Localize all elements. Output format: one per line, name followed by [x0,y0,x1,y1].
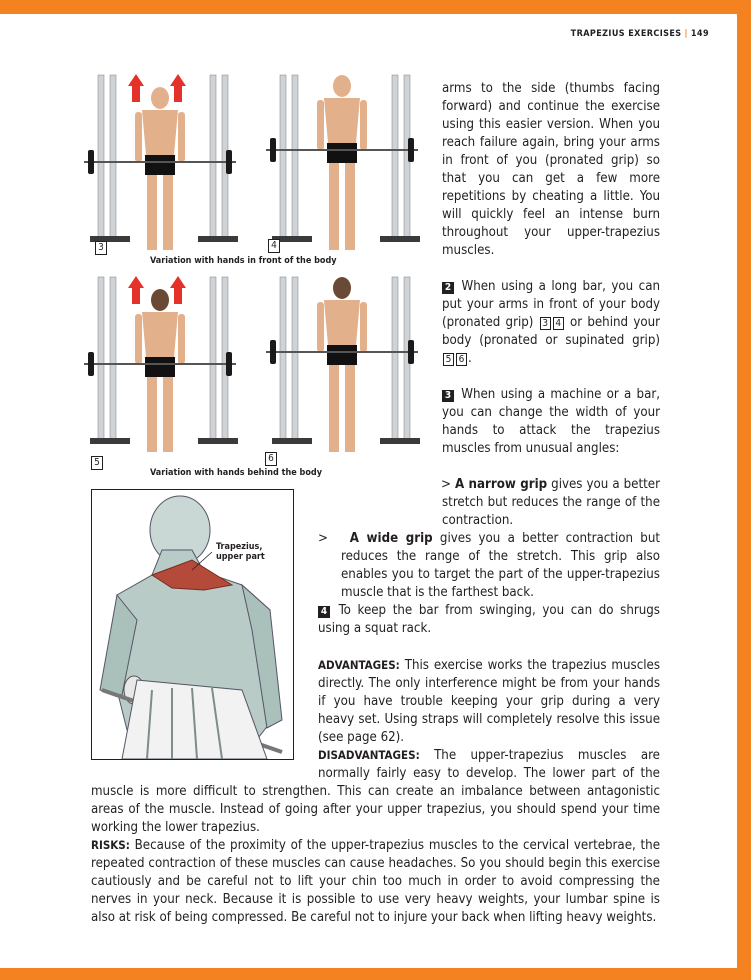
arrow-up-left-icon [128,74,144,102]
athlete-right-arm [178,314,185,364]
bottom-accent-bar [0,968,751,980]
rack-upright [392,75,398,240]
rack-foot [272,438,312,444]
ref-photo-6: 6 [456,353,467,366]
point-2: 2 When using a long bar, you can put your arms in front of your body (pronated grip) 3 4 or behind your body (pronated or supinated grip) 5 6 . [442,279,660,366]
athlete-left-leg [147,377,157,452]
advantages-label: ADVANTAGES: [318,658,400,672]
rack-foot [198,236,238,242]
point-3 [442,386,660,458]
photo-4-front-view [262,70,422,250]
arrow-up-left-icon [128,276,144,304]
advantages-text: This exercise works the trapezius muscles directly. The only interference might be from your hands if you have trouble keeping your grip during a very heavy set. Using straps will completely resolve this issue (see page 62). [318,658,660,745]
risks-label: RISKS: [91,838,130,852]
athlete-left-leg [329,163,339,250]
athlete-head [333,75,351,97]
caption-behind: Variation with hands behind the body [150,468,322,478]
rack-foot [380,236,420,242]
header-separator: | [684,29,688,39]
disadvantages [91,746,660,837]
trapezius-label-line2: upper part [216,552,265,562]
photo-number-6: 6 [265,452,277,466]
athlete-torso [324,300,360,345]
rack-upright [280,277,286,442]
point-4-text: To keep the bar from swinging, you can do shrugs using a squat rack. [318,603,660,636]
rack-upright [98,75,104,240]
athlete-left-arm [317,302,324,352]
athlete-shorts [327,143,357,163]
athlete-head [151,289,169,311]
point-4 [318,602,660,638]
arrow-up-right-icon [170,276,186,304]
bullet-wide-grip-text: gives you a better contraction but reduces the range of the stretch. This grip also enables you to target the part of the upper-trapezius muscle that is the farthest back. [341,531,660,600]
photo-number-4: 4 [268,239,280,253]
point-4-number: 4 [318,606,330,618]
arrow-up-right-icon [170,74,186,102]
barbell-plate [408,340,414,364]
barbell-plate [88,150,94,174]
rack-upright [98,277,104,442]
disadvantages-text: The upper-trapezius muscles are normally fairly easy to develop. The lower part of the muscle is more difficult to strengthen. This can create an imbalance between antagonistic areas of the muscle. Instead of going after your upper trapezius, you should spend your time working the lower trapezius. [91,748,660,835]
athlete-left-arm [135,314,142,364]
point-2-text-2: or behind your body (pronated or supinated grip) [442,315,660,348]
athlete-right-leg [163,175,173,250]
athlete-right-arm [360,302,367,352]
risks-text: Because of the proximity of the upper-trapezius muscles to the cervical vertebrae, the repeated contraction of these muscles can cause headaches. So you should begin this exercise cautiously and be careful not to lift your chin too much in order to avoid compressing the nerves in your neck. Because it is possible to use very heavy weights, your lumbar spine is also at risk of being compressed. Be careful not to injure your back when lifting heavy weights. [91,838,660,925]
athlete-right-arm [360,100,367,150]
athlete-left-arm [317,100,324,150]
athlete-right-arm [178,112,185,162]
disadvantages-label: DISADVANTAGES: [318,748,420,762]
athlete-left-arm [135,112,142,162]
rack-upright [292,277,298,442]
point-2-number: 2 [442,282,454,294]
athlete-torso [142,312,178,357]
advantages [318,656,660,747]
caption-front: Variation with hands in front of the body [150,256,337,266]
barbell-plate [270,340,276,364]
photo-number-3: 3 [95,241,107,255]
ref-photo-3: 3 [540,317,551,330]
trapezius-label-line1: Trapezius, [216,542,263,552]
barbell-plate [226,150,232,174]
rack-upright [210,75,216,240]
rack-foot [380,438,420,444]
bullet-wide-grip-label: A wide grip [349,531,433,546]
rack-upright [110,75,116,240]
right-accent-bar [737,0,751,980]
rack-upright [280,75,286,240]
bullet-narrow-grip-text: gives you a better stretch but reduces the range of the contraction. [442,477,660,528]
barbell-plate [88,352,94,376]
trapezius-anatomy-drawing [92,490,293,759]
bullet-narrow-grip-label: A narrow grip [454,477,548,492]
photo-6-back-view [262,272,422,452]
athlete-right-leg [163,377,173,452]
athlete-head [151,87,169,109]
barbell-plate [408,138,414,162]
rack-upright [210,277,216,442]
grip-bullets [318,476,660,602]
intro-paragraph [442,80,660,260]
photo-3-front-view [80,70,240,250]
athlete-left-leg [329,365,339,452]
intro-text: arms to the side (thumbs facing forward) and continue the exercise using this easier version. When you reach failure again, bring your arms in front of you (pronated grip) so that you can get a few more repetitions by cheating a little. You will quickly feel an intense burn throughout your upper-trapezius muscles. [442,81,660,258]
section-title: TRAPEZIUS EXERCISES [570,29,682,39]
athlete-head [333,277,351,299]
anatomy-illustration [91,489,294,760]
photo-5-back-view [80,272,240,452]
athlete-shorts [145,155,175,175]
athlete-shorts [327,345,357,365]
bullet-marker-2: > [318,531,328,546]
athlete-shorts [145,357,175,377]
risks [91,836,660,927]
rack-foot [90,438,130,444]
ref-photo-5: 5 [443,353,454,366]
illustration-wrap-spacer [91,746,318,782]
barbell-plate [270,138,276,162]
athlete-torso [324,98,360,143]
athlete-torso [142,110,178,155]
page-number: 149 [690,29,709,39]
rack-upright [110,277,116,442]
photo-number-5: 5 [91,456,103,470]
point-3-number: 3 [442,390,454,402]
trapezius-label [216,542,265,562]
barbell-plate [226,352,232,376]
point-2-text: When using a long bar, you can put your arms in front of your body (pronated grip) [442,279,660,330]
top-accent-bar [0,0,751,14]
athlete-right-leg [345,365,355,452]
rack-foot [198,438,238,444]
running-head [571,29,709,39]
athlete-left-leg [147,175,157,250]
rack-upright [392,277,398,442]
bullet-marker-1: > [441,477,451,492]
ref-photo-4: 4 [553,317,564,330]
point-3-text: When using a machine or a bar, you can change the width of your hands to attack the trapezius muscles from unusual angles: [442,387,660,456]
rack-upright [292,75,298,240]
athlete-right-leg [345,163,355,250]
